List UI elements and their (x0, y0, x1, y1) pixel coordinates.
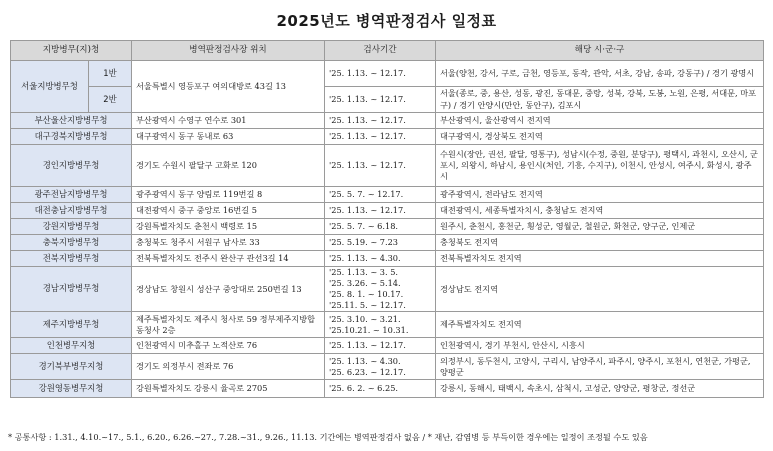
location-cell: 강원특별자치도 강릉시 율곡로 2705 (132, 380, 325, 398)
table-row (11, 113, 764, 129)
table-row (11, 187, 764, 203)
period-line: '25.10.21. ~ 10.31. (329, 324, 409, 335)
header-location: 병역판정검사장 위치 (132, 41, 325, 61)
table-header-row (11, 41, 764, 61)
location-cell: 광주광역시 동구 양림로 119번길 8 (132, 187, 325, 203)
area-cell: 광주광역시, 전라남도 전지역 (436, 187, 764, 203)
period-cell: '25. 6. 2. ~ 6.25. (325, 380, 436, 398)
area-cell: 대구광역시, 경상북도 전지역 (436, 129, 764, 145)
period-cell: '25. 1.13. ~ 12.17. (325, 129, 436, 145)
office-cell: 경남지방병무청 (11, 267, 132, 312)
table-row (11, 87, 764, 113)
location-cell: 전북특별자치도 전주시 완산구 관선3길 14 (132, 251, 325, 267)
location-cell: 인천광역시 미추홀구 노적산로 76 (132, 338, 325, 354)
location-cell: 대구광역시 동구 동내로 63 (132, 129, 325, 145)
table-row (11, 203, 764, 219)
area-cell: 부산광역시, 울산광역시 전지역 (436, 113, 764, 129)
period-cell: '25. 5. 7. ~ 12.17. (325, 187, 436, 203)
table-row (11, 380, 764, 398)
office-cell: 대전충남지방병무청 (11, 203, 132, 219)
period-cell: '25. 5. 7. ~ 6.18. (325, 219, 436, 235)
period-line: '25. 8. 1. ~ 10.17. (329, 289, 404, 300)
area-cell: 경상남도 전지역 (436, 267, 764, 312)
office-cell: 인천병무지청 (11, 338, 132, 354)
area-cell: 인천광역시, 경기 부천시, 안산시, 시흥시 (436, 338, 764, 354)
table-row (11, 251, 764, 267)
table-row (11, 312, 764, 338)
period-cell: '25. 5.19. ~ 7.23 (325, 235, 436, 251)
area-cell: 의정부시, 동두천시, 고양시, 구리시, 남양주시, 파주시, 양주시, 포천시, 연천군, 가평군, 양평군 (436, 354, 764, 380)
period-cell: '25. 1.13. ~ 12.17. (325, 203, 436, 219)
location-cell: 충청북도 청주시 서원구 남사로 33 (132, 235, 325, 251)
table-row (11, 129, 764, 145)
area-cell: 서울(양천, 강서, 구로, 금천, 영등포, 동작, 관악, 서초, 강남, 송파, 강동구) / 경기 광명시 (436, 61, 764, 87)
header-area: 해당 시·군·구 (436, 41, 764, 61)
page-title: 2025년도 병역판정검사 일정표 (276, 12, 497, 30)
area-cell: 대전광역시, 세종특별자치시, 충청남도 전지역 (436, 203, 764, 219)
header-period: 검사기간 (325, 41, 436, 61)
period-line: '25. 3.10. ~ 3.21. (329, 313, 401, 324)
table-row (11, 145, 764, 187)
ban-cell: 2반 (89, 87, 132, 113)
office-cell: 광주전남지방병무청 (11, 187, 132, 203)
table-row (11, 219, 764, 235)
office-cell: 강원영동병무지청 (11, 380, 132, 398)
area-cell: 충청북도 전지역 (436, 235, 764, 251)
office-cell: 경인지방병무청 (11, 145, 132, 187)
period-cell (325, 354, 436, 380)
area-cell: 전북특별자치도 전지역 (436, 251, 764, 267)
location-cell: 경상남도 창원시 성산구 중앙대로 250번길 13 (132, 267, 325, 312)
table-row (11, 235, 764, 251)
ban-cell: 1반 (89, 61, 132, 87)
period-cell: '25. 1.13. ~ 12.17. (325, 87, 436, 113)
period-cell (325, 312, 436, 338)
footnote: * 공통사항 : 1.31., 4.10.~17., 5.1., 6.20., 6.26.~27., 7.28.~31., 9.26., 11.13. 기간에는 병역판정검사 없음 / * 재난, 감염병 등 부득이한 경우에는 일정이 조정될 수도 있음 (8, 432, 648, 442)
location-cell: 경기도 수원시 팔달구 고화로 120 (132, 145, 325, 187)
header-office: 지방병무(지)청 (11, 41, 132, 61)
area-cell: 제주특별자치도 전지역 (436, 312, 764, 338)
location-cell: 강원특별자치도 춘천시 백령로 15 (132, 219, 325, 235)
period-line: '25. 6.23. ~ 12.17. (329, 366, 406, 377)
office-cell: 경기북부병무지청 (11, 354, 132, 380)
location-cell: 대전광역시 중구 중앙로 16번길 5 (132, 203, 325, 219)
period-line: '25. 3.26. ~ 5.14. (329, 278, 401, 289)
office-cell: 전북지방병무청 (11, 251, 132, 267)
period-cell: '25. 1.13. ~ 12.17. (325, 113, 436, 129)
area-cell: 강릉시, 동해시, 태백시, 속초시, 삼척시, 고성군, 양양군, 평창군, 정선군 (436, 380, 764, 398)
table-row (11, 61, 764, 87)
office-cell: 제주지방병무청 (11, 312, 132, 338)
table-row (11, 267, 764, 312)
location-cell: 제주특별자치도 제주시 청사로 59 정부제주지방합동청사 2층 (132, 312, 325, 338)
location-cell: 경기도 의정부시 전좌로 76 (132, 354, 325, 380)
office-cell: 강원지방병무청 (11, 219, 132, 235)
period-cell (325, 267, 436, 312)
period-line: '25. 1.13. ~ 4.30. (329, 355, 401, 366)
period-cell: '25. 1.13. ~ 12.17. (325, 145, 436, 187)
office-cell: 충북지방병무청 (11, 235, 132, 251)
office-cell: 서울지방병무청 (11, 61, 89, 113)
period-cell: '25. 1.13. ~ 4.30. (325, 251, 436, 267)
location-cell: 서울특별시 영등포구 여의대방로 43길 13 (132, 61, 325, 113)
period-line: '25. 1.13. ~ 3. 5. (329, 267, 399, 277)
schedule-table (10, 40, 764, 398)
area-cell: 서울(종로, 중, 용산, 성동, 광진, 동대문, 중랑, 성북, 강북, 도봉, 노원, 은평, 서대문, 마포구) / 경기 안양시(만안, 동안구), 김포시 (436, 87, 764, 113)
period-cell: '25. 1.13. ~ 12.17. (325, 338, 436, 354)
period-line: '25.11. 5. ~ 12.17. (329, 300, 406, 311)
office-cell: 부산울산지방병무청 (11, 113, 132, 129)
table-row (11, 338, 764, 354)
period-cell: '25. 1.13. ~ 12.17. (325, 61, 436, 87)
area-cell: 원주시, 춘천시, 홍천군, 횡성군, 영월군, 철원군, 화천군, 양구군, 인제군 (436, 219, 764, 235)
location-cell: 부산광역시 수영구 연수로 301 (132, 113, 325, 129)
area-cell: 수원시(장안, 권선, 팔달, 영통구), 성남시(수정, 중원, 분당구), 평택시, 과천시, 오산시, 군포시, 의왕시, 하남시, 용인시(처인, 기흥, 수지구), 이천시, 안성시, 여주시, 화성시, 광주시 (436, 145, 764, 187)
office-cell: 대구경북지방병무청 (11, 129, 132, 145)
table-row (11, 354, 764, 380)
